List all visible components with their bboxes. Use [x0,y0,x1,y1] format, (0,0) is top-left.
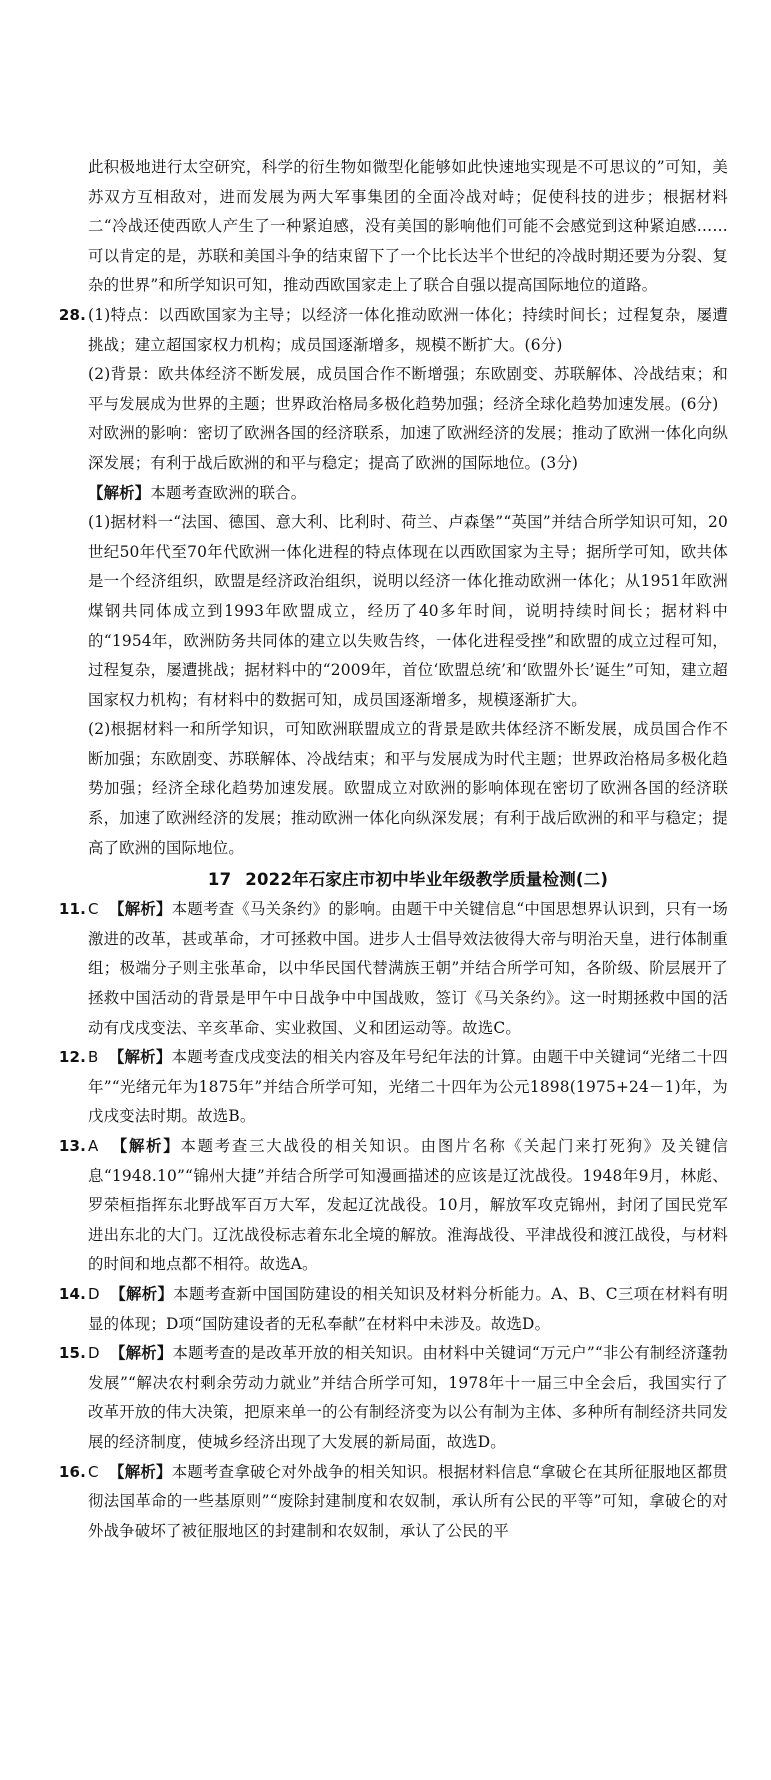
question-number: 28. [58,305,86,324]
answer-item [58,1458,728,1547]
answer-item [58,1043,728,1132]
analysis-text: 本题考查戊戌变法的相关内容及年号纪年法的计算。由题干中关键词“光绪二十四年”“光绪元年为1875年”并结合所学可知，光绪二十四年为公元1898(1975+24－1)年，为戊戌变法时期。故选B。 [88,1048,728,1126]
answer-letter: C [88,1462,99,1481]
answer-item [58,1132,728,1280]
question-28 [58,301,728,360]
question-number: 14. [58,1284,86,1303]
analysis-tag: 【解析】 [88,483,151,502]
answer-letter: D [88,1344,100,1363]
analysis-text: 本题考查《马关条约》的影响。由题干中关键信息“中国思想界认识到，只有一场激进的改革，甚或革命，才可拯救中国。进步人士倡导效法彼得大帝与明治天皇，进行体制重组；极端分子则主张革命，以中华民国代替满族王朝”并结合所学可知，各阶级、阶层展开了拯救中国活动的背景是甲午中日战争中中国战败，签订《马关条约》。这一时期拯救中国的活动有戊戌变法、辛亥革命、实业救国、义和团运动等。故选C。 [88,900,728,1037]
section-number: 17 [207,870,232,890]
page-content [58,153,728,1546]
q28-answer-part2: (2)背景：欧共体经济不断发展，成员国合作不断增强；东欧剧变、苏联解体、冷战结束；和平与发展成为世界的主题；世界政治格局多极化趋势加强；经济全球化趋势加速发展。(6分) [88,365,728,413]
q28-answer-part1: (1)特点：以西欧国家为主导；以经济一体化推动欧洲一体化；持续时间长；过程复杂，屡遭挑战；建立超国家权力机构；成员国逐渐增多，规模不断扩大。(6分) [88,305,728,354]
answer-letter: D [88,1284,100,1303]
analysis-text: 本题考查新中国国防建设的相关知识及材料分析能力。A、B、C三项在材料有明显的体现；D项“国防建设者的无私奉献”在材料中未涉及。故选D。 [88,1284,728,1333]
question-number: 11. [58,900,86,919]
section-heading [88,864,728,895]
answer-letter: C [88,900,99,919]
q28-answer-part3: 对欧洲的影响：密切了欧洲各国的经济联系，加速了欧洲经济的发展；推动了欧洲一体化向纵深发展；有利于战后欧洲的和平与稳定；提高了欧洲的国际地位。(3分) [88,424,728,472]
answer-letter: B [88,1048,99,1067]
analysis-tag: 【解析】 [109,1462,172,1481]
q28-analysis-part1: (1)据材料一“法国、德国、意大利、比利时、荷兰、卢森堡”“英国”并结合所学知识可知，20世纪50年代至70年代欧洲一体化进程的特点体现在以西欧国家为主导；据所学可知，欧共体是一个经济组织，欧盟是经济政治组织，说明以经济一体化推动欧洲一体化；从1951年欧洲煤钢共同体成立到1993年欧盟成立，经历了40多年时间，说明持续时间长；据材料中的“1954年，欧洲防务共同体的建立以失败告终，一体化进程受挫”和欧盟的成立过程可知，过程复杂，屡遭挑战；据材料中的“2009年，首位‘欧盟总统’和‘欧盟外长’诞生”可知，建立超国家权力机构；有材料中的数据可知，成员国逐渐增多，规模逐渐扩大。 [88,513,728,709]
analysis-tag: 【解析】 [110,1344,173,1363]
analysis-tag: 【解析】 [108,1048,172,1067]
q27-analysis-continuation: 此积极地进行太空研究，科学的衍生物如微型化能够如此快速地实现是不可思议的”可知，美苏双方互相敌对，进而发展为两大军事集团的全面冷战对峙；促使科技的进步；根据材料二“冷战还使西欧人产生了一种紧迫感，没有美国的影响他们可能不会感觉到这种紧迫感……可以肯定的是，苏联和美国斗争的结束留下了一个比长达半个世纪的冷战时期还要为分裂、复杂的世界”和所学知识可知，推动西欧国家走上了联合自强以提高国际地位的道路。 [88,158,728,295]
analysis-text: 本题考查拿破仑对外战争的相关知识。根据材料信息“拿破仑在其所征服地区都贯彻法国革命的一些基原则”“废除封建制度和农奴制，承认所有公民的平等”可知，拿破仑的对外战争破坏了被征服地区的封建制和农奴制，承认了公民的平 [88,1462,728,1540]
question-number: 13. [58,1137,86,1155]
answer-item [58,895,728,1043]
section-title: 2022年石家庄市初中毕业年级教学质量检测(二) [245,870,609,890]
answer-letter: A [88,1137,99,1155]
question-number: 15. [58,1344,86,1363]
analysis-text: 本题考查三大战役的相关知识。由图片名称《关起门来打死狗》及关键信息“1948.10”“锦州大捷”并结合所学可知漫画描述的应该是辽沈战役。1948年9月，林彪、罗荣桓指挥东北野战军百万大军，发起辽沈战役。10月，解放军攻克锦州，封闭了国民党军进出东北的大门。辽沈战役标志着东北全境的解放。淮海战役、平津战役和渡江战役，与材料的时间和地点都不相符。故选A。 [88,1137,728,1274]
analysis-tag: 【解析】 [111,1137,181,1155]
analysis-intro: 本题考查欧洲的联合。 [150,483,307,502]
question-number: 12. [58,1048,86,1067]
answer-item [58,1280,728,1339]
question-number: 16. [58,1462,86,1481]
q28-analysis-part2: (2)根据材料一和所学知识，可知欧洲联盟成立的背景是欧共体经济不断发展，成员国合作不断加强；东欧剧变、苏联解体、冷战结束；和平与发展成为时代主题；世界政治格局多极化趋势加强；经济全球化趋势加速发展。欧盟成立对欧洲的影响体现在密切了欧洲各国的经济联系，加速了欧洲经济的发展；推动欧洲一体化向纵深发展；有利于战后欧洲的和平与稳定；提高了欧洲的国际地位。 [88,720,728,857]
analysis-tag: 【解析】 [109,900,172,919]
analysis-tag: 【解析】 [110,1284,174,1303]
q28-analysis-heading [88,479,728,509]
analysis-text: 本题考查的是改革开放的相关知识。由材料中关键词“万元户”“非公有制经济蓬勃发展”“解决农村剩余劳动力就业”并结合所学可知，1978年十一届三中全会后，我国实行了改革开放的伟大决策，把原来单一的公有制经济变为以公有制为主体、多种所有制经济共同发展的经济制度，使城乡经济出现了大发展的新局面，故选D。 [88,1344,728,1451]
answer-item [58,1339,728,1457]
